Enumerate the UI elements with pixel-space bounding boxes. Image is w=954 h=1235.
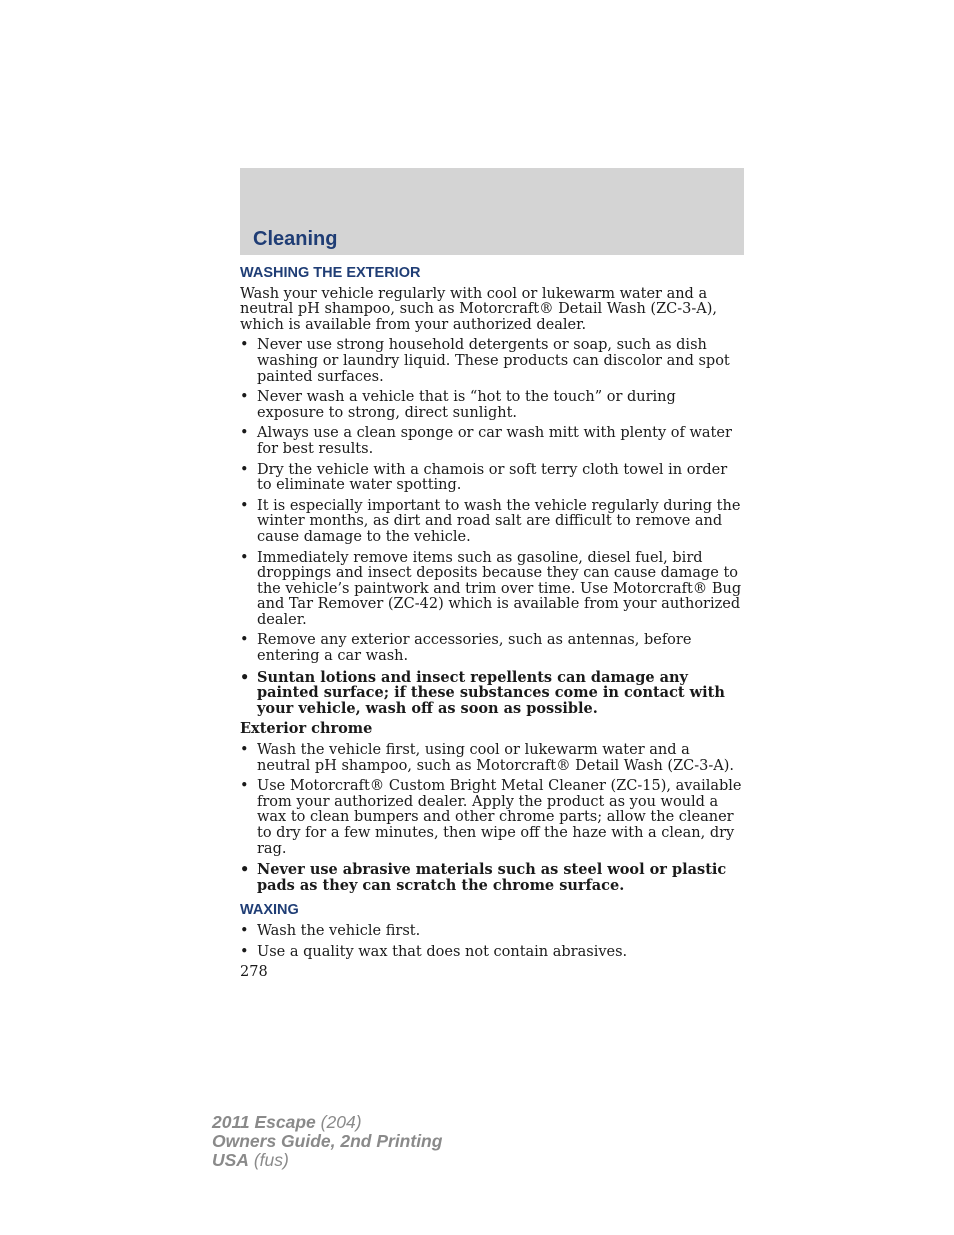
chapter-header-band <box>240 168 744 255</box>
list-item: • Dry the vehicle with a chamois or soft terry cloth towel in order to eliminate water spotting. <box>240 461 728 494</box>
list-item: • Wash the vehicle first, using cool or lukewarm water and a neutral pH shampoo, such as Motorcraft® Detail Wash (ZC-3-A). <box>240 742 735 774</box>
list-item: • Use a quality wax that does not contain abrasives. <box>240 943 628 960</box>
subsection-heading-chrome: Exterior chrome <box>240 720 373 738</box>
page-content <box>240 266 744 981</box>
bullet-icon: • <box>240 549 249 566</box>
list-item: • Use Motorcraft® Custom Bright Metal Cleaner (ZC-15), available from your authorized dealer. Apply the product as you would a wax to clean bumpers and other chrome parts; allow the cleaner to dry for a few minutes, then wipe off the haze with a clean, dry rag. <box>240 778 742 857</box>
bullet-icon: • <box>240 425 249 442</box>
footer-imprint <box>212 1113 442 1170</box>
bullet-icon: • <box>240 389 249 406</box>
bullet-icon: • <box>240 632 249 649</box>
list-item: • Never use strong household detergents or soap, such as dish washing or laundry liquid. These products can discolor and spot painted surfaces. <box>240 337 730 385</box>
list-item: • Wash the vehicle first. <box>240 922 421 939</box>
bullet-icon: • <box>240 337 249 354</box>
chrome-warning: • Never use abrasive materials such as steel wool or plastic pads as they can scratch the chrome surface. <box>240 861 727 894</box>
list-item: • It is especially important to wash the vehicle regularly during the winter months, as dirt and road salt are difficult to remove and cause damage to the vehicle. <box>240 497 741 545</box>
list-item: • Immediately remove items such as gasoline, diesel fuel, bird droppings and insect deposits because they can cause damage to the vehicle’s paintwork and trim over time. Use Motorcraft® Bug and Tar Remover (ZC-42) which is available from your authorized dealer. <box>240 549 742 628</box>
bullet-icon: • <box>240 943 249 960</box>
bullet-icon: • <box>240 778 249 795</box>
washing-intro: Wash your vehicle regularly with cool or lukewarm water and a neutral pH shampoo, such as Motorcraft® Detail Wash (ZC-3-A), which is available from your authorized dealer. <box>240 285 718 333</box>
bullet-icon: • <box>240 497 249 514</box>
chrome-bullet-list <box>240 743 744 893</box>
section-heading-washing: WASHING THE EXTERIOR <box>240 265 421 281</box>
section-heading-waxing: WAXING <box>240 902 299 919</box>
page-number: 278 <box>240 964 268 981</box>
bullet-icon: • <box>240 668 250 686</box>
list-item: • Always use a clean sponge or car wash mitt with plenty of water for best results. <box>240 425 732 457</box>
footer-line-model: 2011 Escape (204) <box>212 1112 362 1132</box>
list-item: • Remove any exterior accessories, such as antennas, before entering a car wash. <box>240 632 692 665</box>
list-item: • Never wash a vehicle that is “hot to the touch” or during exposure to strong, direct sunlight. <box>240 389 676 421</box>
footer-line-guide: Owners Guide, 2nd Printing <box>212 1131 443 1151</box>
washing-bullet-list <box>240 338 744 716</box>
bullet-icon: • <box>240 742 249 759</box>
waxing-bullet-list <box>240 924 744 960</box>
bullet-icon: • <box>240 461 249 478</box>
washing-warning: • Suntan lotions and insect repellents can damage any painted surface; if these substances come in contact with your vehicle, wash off as soon as possible. <box>240 668 725 717</box>
bullet-icon: • <box>240 922 249 939</box>
bullet-icon: • <box>240 861 250 879</box>
footer-line-market: USA (fus) <box>212 1150 289 1170</box>
chapter-title: Cleaning <box>253 228 338 250</box>
